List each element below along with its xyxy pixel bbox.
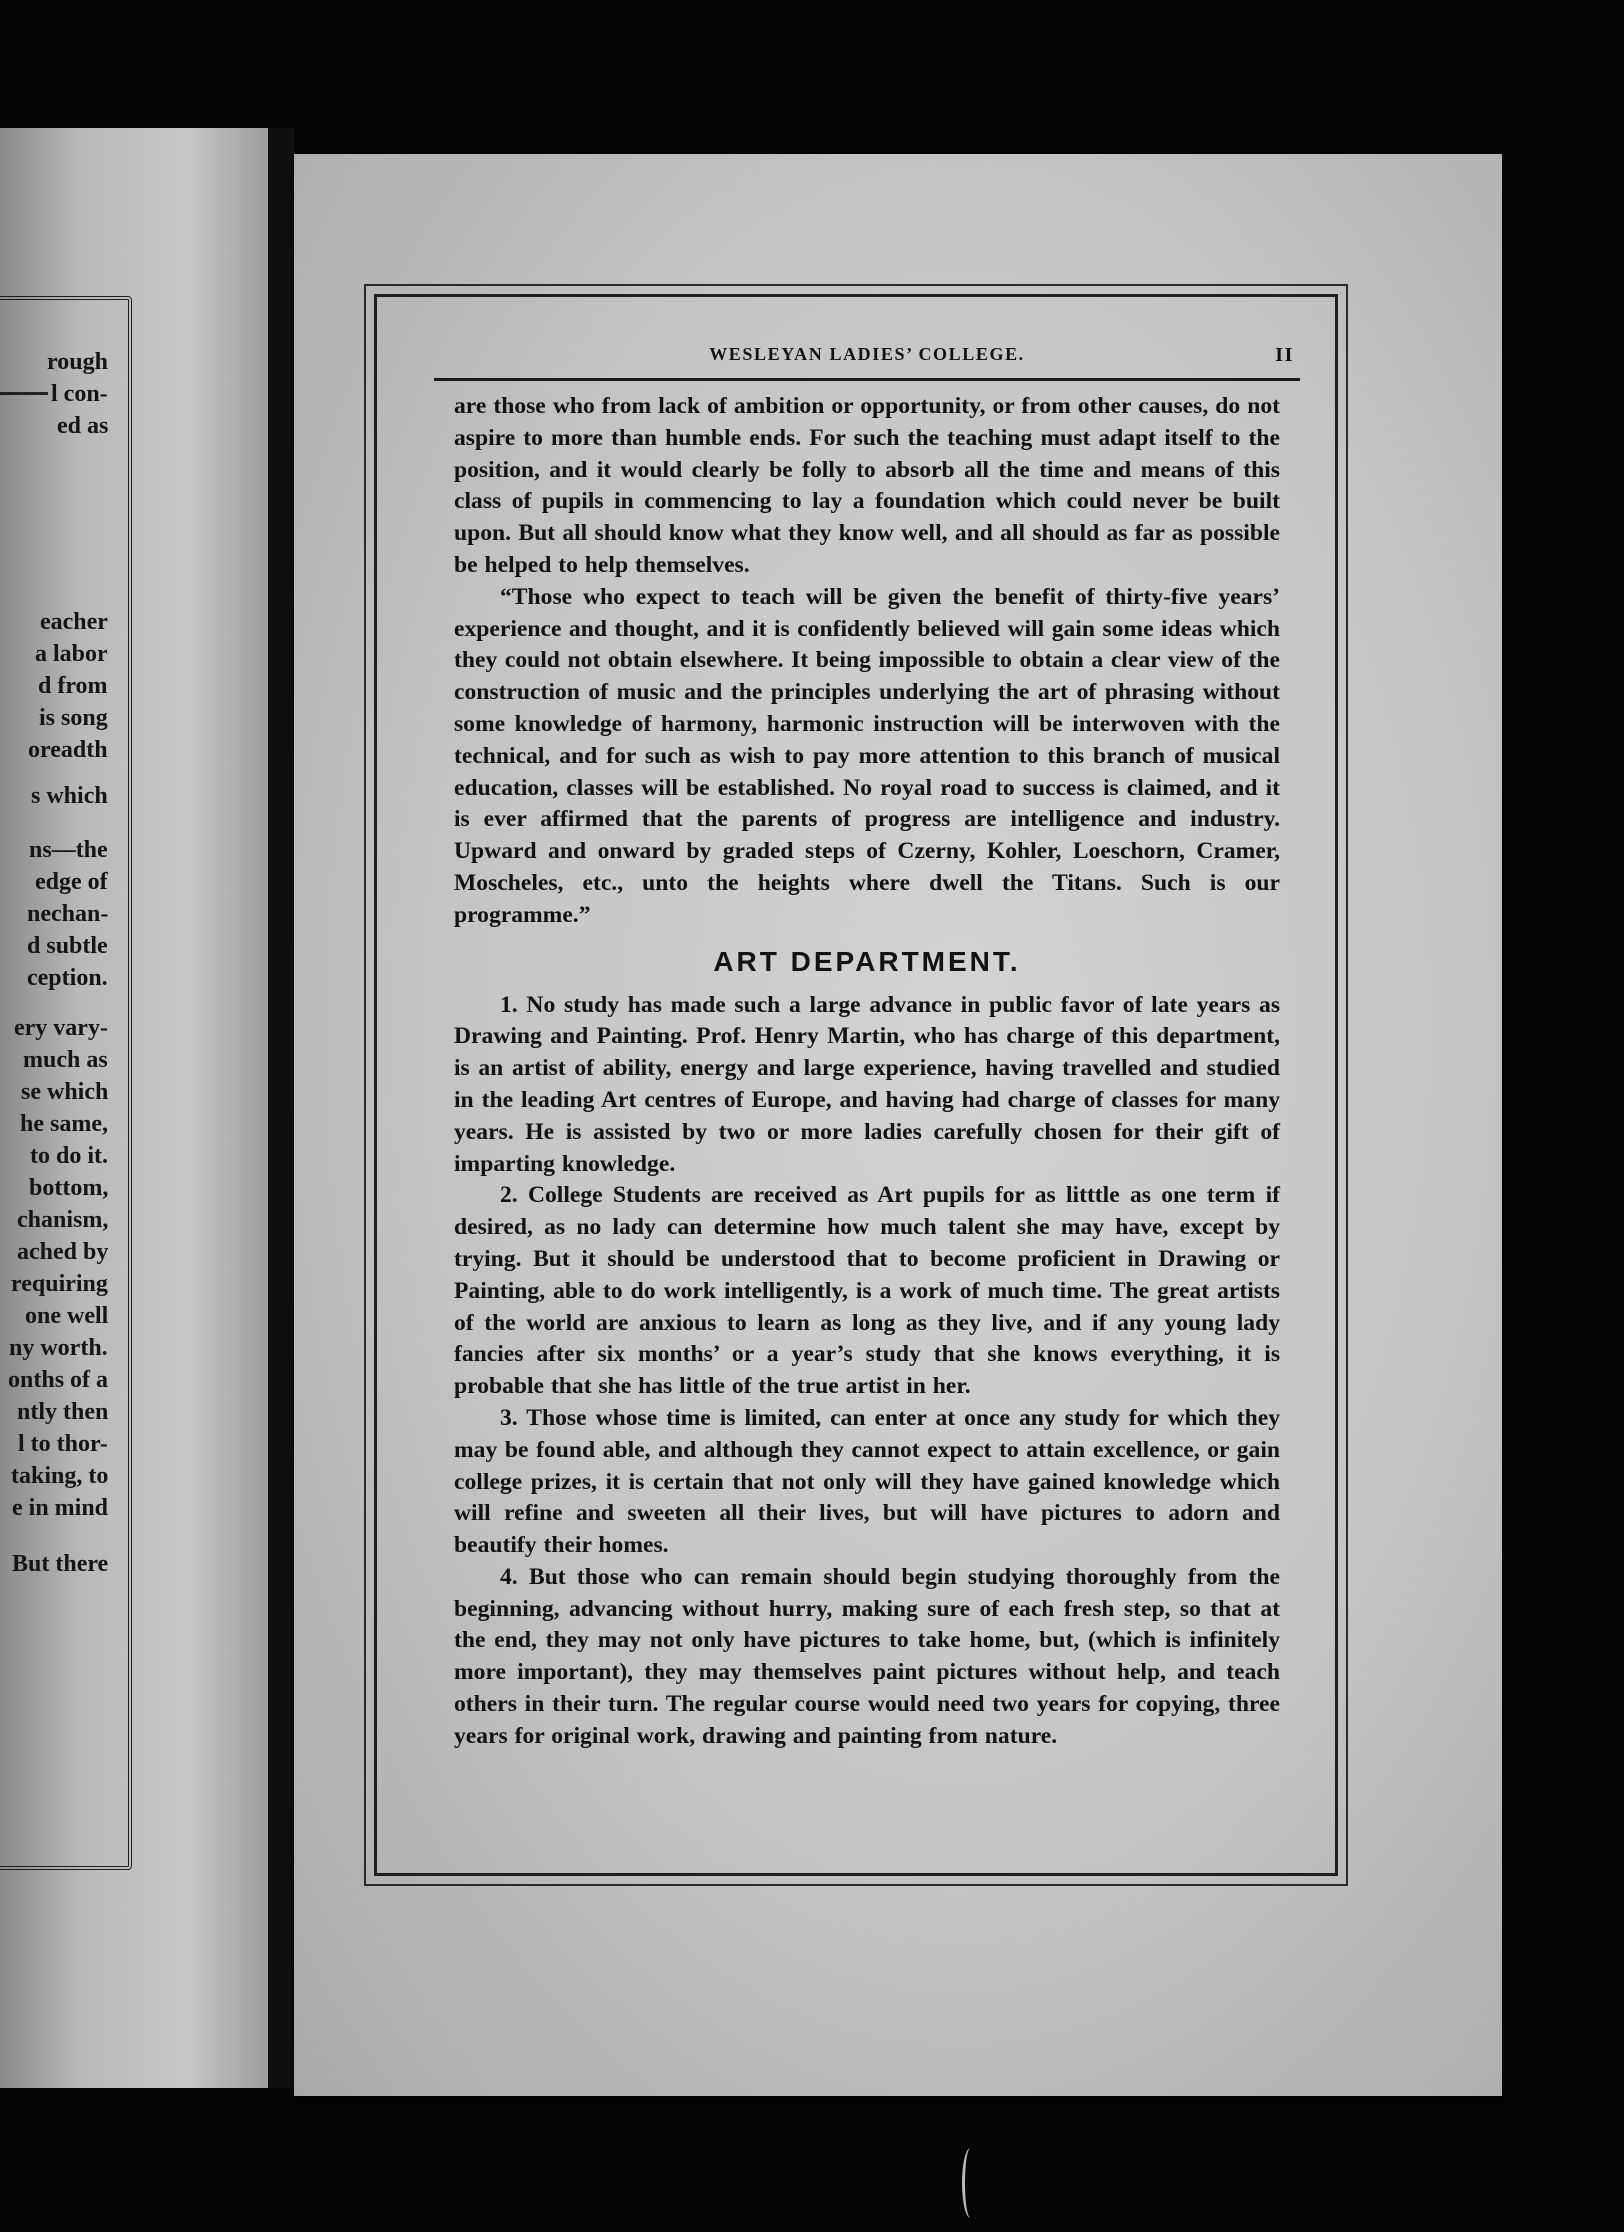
art-paragraph-3: 3. Those whose time is limited, can enter at once any study for which they may be found able, and although they cannot expect to attain excellence, or gain college prizes, it is certain that not only will they have gained knowledge which will refine and sweeten all their lives, but will have pictures to adorn and beautify their homes. [454, 1404, 1280, 1559]
left-page-line: l con- [51, 381, 108, 407]
art-paragraph-4: 4. But those who can remain should begin studying thoroughly from the beginning, advancing without hurry, making sure of each fresh step, so that at the end, they may not only have pictures to take home, but, (which is infinitely more important), they may themselves paint pictures without help, and teach others in their turn. The regular course would need two years for copying, three years for original work, drawing and painting from nature. [454, 1563, 1280, 1749]
left-page-line: oreadth [28, 737, 108, 763]
left-page-line: d subtle [27, 933, 108, 959]
left-page-line: edge of [35, 869, 108, 895]
left-page-line: chanism, [17, 1207, 109, 1233]
left-page-line: much as [23, 1047, 108, 1073]
left-page-line: ny worth. [9, 1335, 108, 1361]
header-rule [434, 378, 1300, 381]
running-header [454, 344, 1294, 376]
left-header-rule [0, 392, 48, 395]
section-title: ART DEPARTMENT. [713, 945, 1021, 977]
left-page-line: e in mind [12, 1495, 109, 1521]
header-title: WESLEYAN LADIES’ COLLEGE. [709, 344, 1025, 364]
left-page-line: a labor [35, 641, 108, 667]
paragraph-quote: “Those who expect to teach will be given the benefit of thirty-five years’ experience and thought, and it is confidently believed will gain some ideas which they could not obtain elsewhere. It being impossible to obtain a clear view of the construction of music and the principles underlying the art of phrasing without some knowledge of harmony, harmonic instruction will be interwoven with the technical, and for such as wish to pay more attention to this branch of musical education, classes will be established. No royal road to success is claimed, and it is ever affirmed that the parents of progress are intelligence and industry. Upward and onward by graded steps of Czerny, Kohler, Loeschorn, Cramer, Moscheles, etc., unto the heights where dwell the Titans. Such is our programme.” [454, 583, 1280, 928]
right-page [294, 154, 1502, 2096]
left-page-line: se which [21, 1079, 109, 1105]
art-paragraph-1: 1. No study has made such a large advance in public favor of late years as Drawing and Painting. Prof. Henry Martin, who has charge of this department, is an artist of ability, energy and large experience, having travelled and studied in the leading Art centres of Europe, and having had charge of classes for many years. He is assisted by two or more ladies carefully chosen for their gift of imparting knowledge. [454, 991, 1280, 1177]
scan-smudge [962, 2148, 979, 2218]
book-gutter [268, 128, 294, 2088]
left-page-line: to do it. [30, 1143, 108, 1169]
left-page-line: bottom, [29, 1175, 109, 1201]
left-page-line: he same, [20, 1111, 108, 1137]
left-page-line: one well [25, 1303, 109, 1329]
left-page-line: ception. [27, 965, 108, 991]
left-page-line: l to thor- [18, 1431, 108, 1457]
left-page [0, 128, 268, 2088]
paragraph-continued: are those who from lack of ambition or opportunity, or from other causes, do not aspire to more than humble ends. For such the teaching must adapt itself to the position, and it would clearly be folly to absorb all the time and means of this class of pupils in commencing to lay a foundation which could never be built upon. But all should know what they know well, and all should as far as possible be helped to help themselves. [454, 393, 1280, 578]
left-page-line: ed as [57, 413, 109, 439]
page-number: II [1275, 344, 1294, 366]
left-page-line: eacher [40, 609, 108, 635]
left-page-line: But there [12, 1551, 109, 1577]
left-page-line: onths of a [8, 1367, 109, 1393]
left-page-line: ery vary- [14, 1015, 108, 1041]
left-page-line: s which [31, 783, 108, 809]
left-page-line: nechan- [27, 901, 109, 927]
left-page-line: requiring [11, 1271, 108, 1297]
art-paragraph-2: 2. College Students are received as Art pupils for as litttle as one term if desired, as no lady can determine how much talent she may have, except by trying. But it should be understood that to become proficient in Drawing or Painting, able to do work intelligently, is a work of much time. The great artists of the world are anxious to learn as long as they live, and if any young lady fancies after six months’ or a year’s study that she knows everything, it is probable that she has little of the true artist in her. [454, 1182, 1280, 1400]
left-page-line: ntly then [17, 1399, 109, 1425]
page-content [454, 344, 1294, 1753]
left-page-line: rough [47, 349, 108, 375]
left-page-line: is song [39, 705, 108, 731]
left-page-line: ached by [17, 1239, 109, 1265]
left-page-line: ns—the [29, 837, 108, 863]
left-page-line: d from [38, 673, 108, 699]
left-page-line: taking, to [11, 1463, 109, 1489]
